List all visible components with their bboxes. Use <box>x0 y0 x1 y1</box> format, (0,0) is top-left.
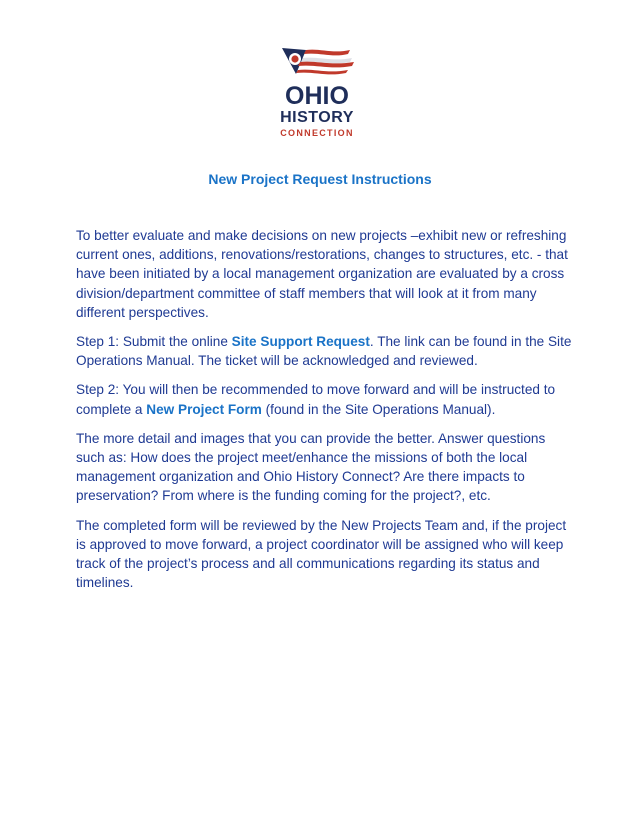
ohio-flag-icon <box>262 40 372 82</box>
logo-text-ohio: OHIO <box>285 82 349 110</box>
step2-text-before: Step 2: You will then be recommended to move forward and will be instructed to complete a <box>76 382 556 417</box>
step1-text-after: . The link can be found in the Site Operations Manual. The ticket will be acknowledged and reviewed. <box>76 334 572 369</box>
document-body <box>76 226 572 602</box>
step1-text-before: Step 1: Submit the online <box>76 334 232 350</box>
detail-paragraph: The more detail and images that you can provide the better. Answer questions such as: How does the project meet/enhance the missions of both the local management organization and Ohio History Connect? Are there impacts to preservation? From where is the funding coming for the project?, etc. <box>76 430 546 504</box>
site-support-request-link[interactable]: Site Support Request <box>231 334 370 350</box>
logo-text-history: HISTORY <box>280 109 354 126</box>
step2-text-after: (found in the Site Operations Manual). <box>261 401 496 417</box>
ohio-history-connection-logo <box>262 40 372 140</box>
new-project-form-link[interactable]: New Project Form <box>146 401 262 417</box>
page-title: New Project Request Instructions <box>208 171 432 187</box>
step1-paragraph <box>76 332 572 370</box>
step2-paragraph <box>76 380 572 418</box>
logo-text-connection: CONNECTION <box>280 128 354 138</box>
completed-paragraph: The completed form will be reviewed by the New Projects Team and, if the project is approved to move forward, a project coordinator will be assigned who will keep track of the project’s process and all communications regarding its status and timelines. <box>76 517 567 591</box>
intro-paragraph: To better evaluate and make decisions on new projects –exhibit new or refreshing current ones, additions, renovations/restorations, changes to structures, etc. - that have been initiated by a local management organization are evaluated by a cross division/department committee of staff members that will look at it from many different perspectives. <box>76 228 568 320</box>
